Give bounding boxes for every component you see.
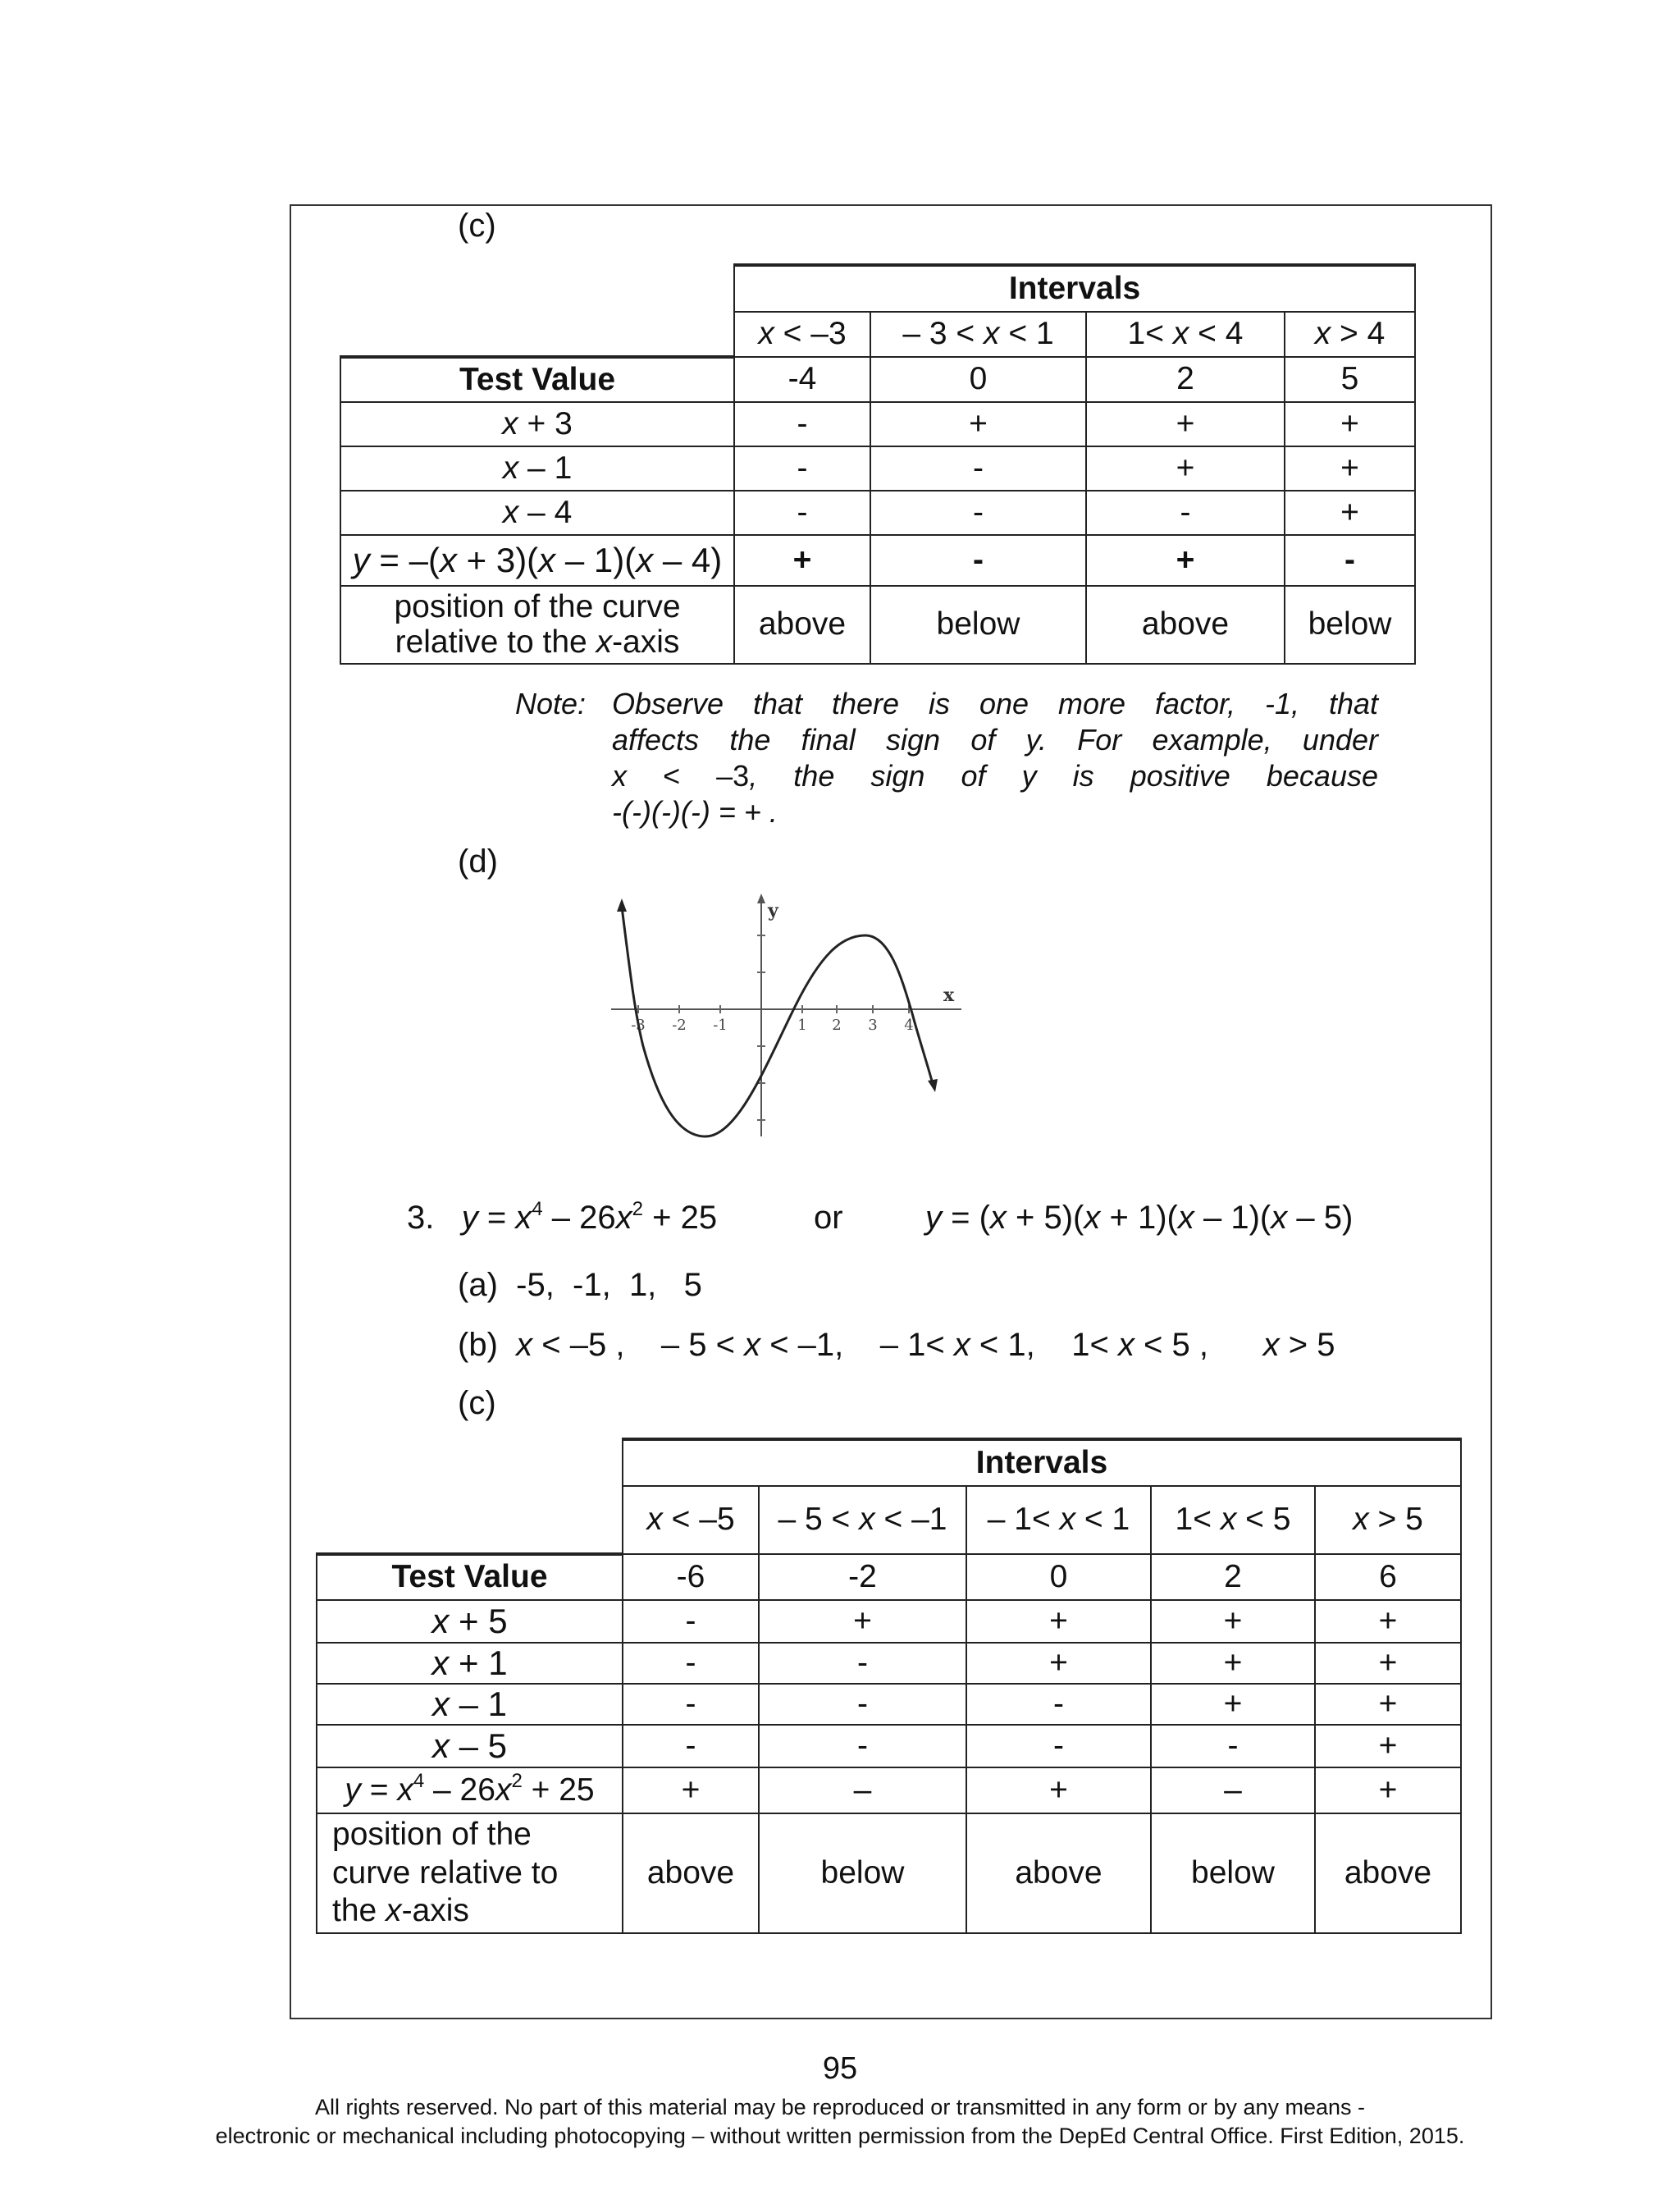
- factor-label: x + 5: [317, 1600, 623, 1643]
- sign-cell: +: [966, 1600, 1151, 1643]
- sign-cell: +: [1315, 1767, 1461, 1813]
- test-value: 5: [1285, 357, 1415, 402]
- sign-cell: +: [1151, 1600, 1315, 1643]
- sign-cell: +: [1285, 402, 1415, 446]
- position-cell: above: [623, 1813, 759, 1933]
- sign-cell: +: [966, 1643, 1151, 1684]
- factor-label: x – 5: [317, 1725, 623, 1767]
- y-axis-label: y: [768, 900, 778, 921]
- intervals-header: Intervals: [623, 1439, 1461, 1486]
- test-value: 0: [870, 357, 1086, 402]
- curve-arrow-left: [617, 898, 627, 912]
- part-c-label: (c): [458, 208, 496, 244]
- position-label: position of the curve relative to the x-axis: [340, 586, 734, 664]
- sign-cell: +: [966, 1767, 1151, 1813]
- sign-cell: +: [1086, 402, 1285, 446]
- x-tick-label: -1: [713, 1017, 728, 1034]
- sign-cell: -: [734, 402, 870, 446]
- x-tick-label: 3: [868, 1017, 878, 1034]
- factor-label: x + 3: [340, 402, 734, 446]
- sign-cell: +: [1086, 446, 1285, 491]
- test-value: 6: [1315, 1554, 1461, 1600]
- part-a: (a) -5, -1, 1, 5: [458, 1267, 702, 1303]
- position-cell: above: [966, 1813, 1151, 1933]
- function-label: y = –(x + 3)(x – 1)(x – 4): [340, 535, 734, 586]
- sign-cell: -: [759, 1643, 966, 1684]
- sign-cell: -: [734, 491, 870, 535]
- interval-4: x > 4: [1285, 312, 1415, 357]
- interval-2: – 5 < x < –1: [759, 1486, 966, 1554]
- sign-cell: +: [1315, 1684, 1461, 1725]
- sign-cell: -: [623, 1725, 759, 1767]
- note-block: [515, 686, 1378, 830]
- interval-4: 1< x < 5: [1151, 1486, 1315, 1554]
- test-value: -2: [759, 1554, 966, 1600]
- x-tick-label: -3: [631, 1017, 646, 1034]
- y-axis-arrow: [757, 894, 765, 903]
- position-cell: above: [734, 586, 870, 664]
- sign-cell: -: [966, 1725, 1151, 1767]
- function-label: $y = x^4 - 26x^2 + 25$: [317, 1767, 623, 1813]
- sign-cell: -: [623, 1643, 759, 1684]
- x-axis-label: x: [943, 985, 955, 1006]
- sign-cell: -: [759, 1684, 966, 1725]
- factor-label: x + 1: [317, 1643, 623, 1684]
- position-cell: below: [759, 1813, 966, 1933]
- sign-cell: -: [623, 1600, 759, 1643]
- curve-arrow-right: [928, 1079, 938, 1092]
- x-tick-label: 1: [797, 1017, 807, 1034]
- sign-cell: -: [1086, 491, 1285, 535]
- test-value: 2: [1086, 357, 1285, 402]
- sign-cell: -: [966, 1684, 1151, 1725]
- intervals-header: Intervals: [734, 265, 1415, 312]
- part-d-label: (d): [458, 844, 498, 880]
- sign-cell: +: [623, 1767, 759, 1813]
- interval-5: x > 5: [1315, 1486, 1461, 1554]
- sign-cell: +: [870, 402, 1086, 446]
- copyright-line-1: All rights reserved. No part of this material may be reproduced or transmitted in any form or by any means -: [314, 2095, 1366, 2119]
- factor-label: x – 1: [340, 446, 734, 491]
- sign-cell: +: [1151, 1643, 1315, 1684]
- note-line: Observe that there is one more factor, -1, that: [612, 687, 1378, 720]
- sign-table-2: [316, 1438, 1462, 1934]
- or-word: or: [814, 1200, 843, 1236]
- sign-cell: +: [1315, 1725, 1461, 1767]
- test-value-label: Test Value: [317, 1554, 623, 1600]
- interval-3: – 1< x < 1: [966, 1486, 1151, 1554]
- test-value: 2: [1151, 1554, 1315, 1600]
- part-c-label-2: (c): [458, 1385, 496, 1421]
- test-value: -6: [623, 1554, 759, 1600]
- note-line: -(-)(-)(-) = + .: [612, 795, 778, 829]
- sign-cell: +: [1086, 535, 1285, 586]
- sign-cell: –: [1151, 1767, 1315, 1813]
- note-line: x < –3, the sign of y is positive because: [612, 759, 1378, 793]
- sign-table-1: [340, 263, 1416, 665]
- note-line: affects the final sign of y. For example, under: [612, 723, 1378, 757]
- interval-1: x < –5: [623, 1486, 759, 1554]
- sign-cell: +: [759, 1600, 966, 1643]
- sign-cell: -: [623, 1684, 759, 1725]
- test-value-label: Test Value: [340, 357, 734, 402]
- position-cell: below: [870, 586, 1086, 664]
- position-cell: below: [1151, 1813, 1315, 1933]
- note-head: Note:: [515, 687, 587, 720]
- sign-cell: +: [734, 535, 870, 586]
- factor-label: x – 1: [317, 1684, 623, 1725]
- interval-1: x < –3: [734, 312, 870, 357]
- interval-2: – 3 < x < 1: [870, 312, 1086, 357]
- sign-cell: -: [1151, 1725, 1315, 1767]
- curve: [622, 907, 933, 1136]
- position-cell: above: [1086, 586, 1285, 664]
- sign-cell: -: [734, 446, 870, 491]
- sign-cell: -: [870, 491, 1086, 535]
- position-label: position of the curve relative to the x-axis: [317, 1813, 623, 1933]
- sign-cell: -: [870, 446, 1086, 491]
- x-tick-label: 4: [904, 1017, 914, 1034]
- page-number: 95: [822, 2051, 858, 2086]
- factor-label: x – 4: [340, 491, 734, 535]
- test-value: 0: [966, 1554, 1151, 1600]
- x-tick-label: -2: [672, 1017, 687, 1034]
- test-value: -4: [734, 357, 870, 402]
- interval-3: 1< x < 4: [1086, 312, 1285, 357]
- x-tick-label: 2: [832, 1017, 842, 1034]
- sign-cell: –: [759, 1767, 966, 1813]
- copyright-line-2: electronic or mechanical including photocopying – without written permission from the DepEd Central Office. First Edition, 2015.: [215, 2124, 1465, 2148]
- item-3-equation: 3. $y = x^4 - 26x^2 + 25$: [407, 1198, 718, 1236]
- sign-cell: -: [870, 535, 1086, 586]
- position-cell: below: [1285, 586, 1415, 664]
- position-cell: above: [1315, 1813, 1461, 1933]
- sign-cell: -: [1285, 535, 1415, 586]
- sign-cell: +: [1285, 491, 1415, 535]
- factored-equation: y = (x + 5)(x + 1)(x – 1)(x – 5): [925, 1200, 1354, 1236]
- sign-cell: +: [1315, 1600, 1461, 1643]
- sign-cell: -: [759, 1725, 966, 1767]
- polynomial-graph: [607, 890, 968, 1161]
- sign-cell: +: [1151, 1684, 1315, 1725]
- sign-cell: +: [1315, 1643, 1461, 1684]
- part-b: (b) x < –5 , – 5 < x < –1, – 1< x < 1, 1< x < 5 , x > 5: [458, 1327, 1335, 1363]
- sign-cell: +: [1285, 446, 1415, 491]
